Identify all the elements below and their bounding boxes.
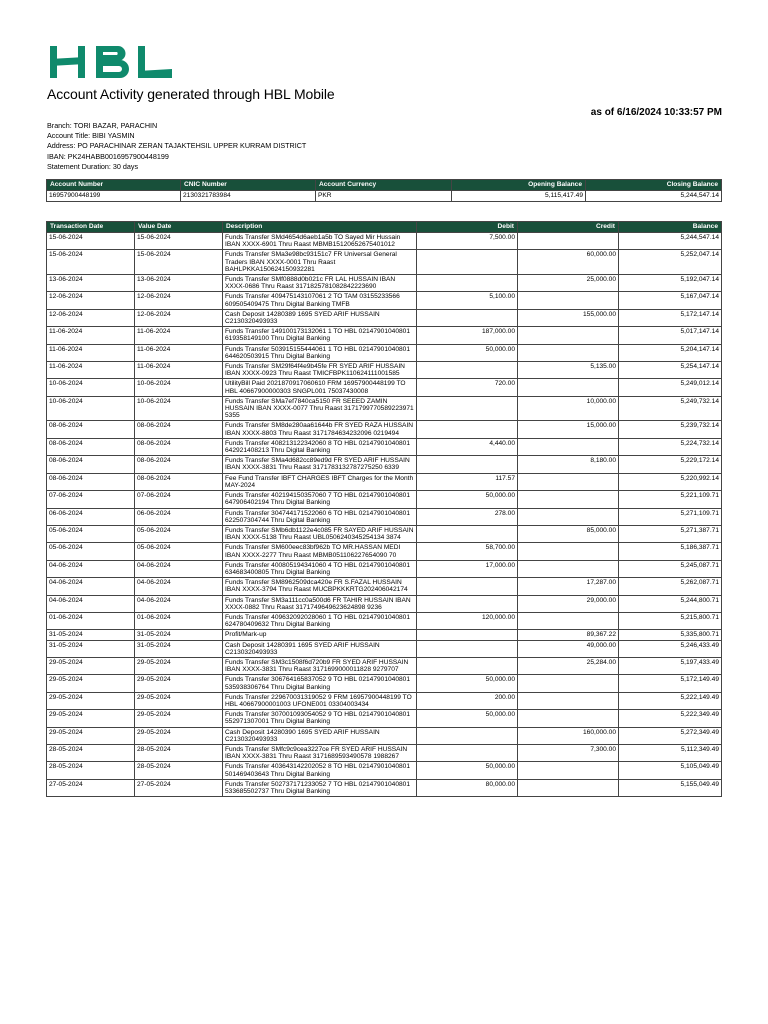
balance-amount-cell: 5,245,087.71 <box>619 560 722 577</box>
description-cell: Funds Transfer SMa4d682cc89ed9d FR SYED ARIF HUSSAIN IBAN XXXX-3831 Thru Raast 3171783132787275250 6339 <box>223 456 417 473</box>
transaction-date-cell: 28-05-2024 <box>47 762 135 779</box>
credit-amount-cell: 17,287.00 <box>518 578 619 595</box>
description-cell: Cash Deposit 14280391 1695 SYED ARIF HUSSAIN C2130320493933 <box>223 640 417 657</box>
debit-amount-cell: 117.57 <box>417 473 518 490</box>
table-row <box>47 421 722 438</box>
cnic-number-value: 2130321783984 <box>181 191 316 202</box>
balance-amount-cell: 5,271,387.71 <box>619 525 722 542</box>
credit-amount-cell: 29,000.00 <box>518 595 619 612</box>
debit-amount-cell: 187,000.00 <box>417 327 518 344</box>
description-cell: Funds Transfer 307001093054052 9 TO HBL 02147901040801 552971307001 Thru Digital Banking <box>223 710 417 727</box>
balance-amount-cell: 5,215,800.71 <box>619 612 722 629</box>
transactions-table <box>46 221 722 797</box>
debit-amount-cell: 120,000.00 <box>417 612 518 629</box>
credit-amount-cell <box>518 779 619 796</box>
table-row <box>47 692 722 709</box>
description-cell: Funds Transfer 400805194341060 4 TO HBL 02147901040801 634683400805 Thru Digital Banking <box>223 560 417 577</box>
transaction-date-cell: 05-06-2024 <box>47 525 135 542</box>
description-cell: Funds Transfer SM600eec83bf962b TO MR.HASSAN MEDI IBAN XXXX-2277 Thru Raast MBMB051106227654090 70 <box>223 543 417 560</box>
description-cell: Funds Transfer SM8de280aa61644b FR SYED RAZA HUSSAIN IBAN XXXX-8803 Thru Raast 3171784634232096 0219494 <box>223 421 417 438</box>
transaction-date-cell: 12-06-2024 <box>47 309 135 326</box>
transaction-date-cell: 04-06-2024 <box>47 595 135 612</box>
transaction-date-cell: 31-05-2024 <box>47 630 135 640</box>
table-row <box>47 508 722 525</box>
credit-amount-cell: 7,300.00 <box>518 744 619 761</box>
debit-amount-cell: 4,440.00 <box>417 438 518 455</box>
transaction-date-cell: 08-06-2024 <box>47 473 135 490</box>
description-cell: Profit/Mark-up <box>223 630 417 640</box>
description-cell: Funds Transfer 409632092028060 1 TO HBL 02147901040801 624780409632 Thru Digital Banking <box>223 612 417 629</box>
table-row <box>47 595 722 612</box>
credit-amount-cell <box>518 543 619 560</box>
hbl-logo-mark <box>48 44 174 80</box>
description-cell: Funds Transfer SMa3e98bc93151c7 FR Universal General Traders IBAN XXXX-0001 Thru Raast BAHLPKKA150624150932281 <box>223 250 417 275</box>
address-line: Address: PO PARACHINAR ZERAN TAJAKTEHSIL UPPER KURRAM DISTRICT <box>47 141 307 151</box>
debit-amount-cell <box>417 578 518 595</box>
credit-amount-cell: 10,000.00 <box>518 396 619 421</box>
transactions-body <box>47 233 722 797</box>
debit-amount-cell <box>417 640 518 657</box>
transaction-date-cell: 31-05-2024 <box>47 640 135 657</box>
credit-amount-cell <box>518 508 619 525</box>
debit-amount-cell: 720.00 <box>417 379 518 396</box>
credit-amount-cell <box>518 491 619 508</box>
debit-amount-cell: 200.00 <box>417 692 518 709</box>
table-row <box>47 473 722 490</box>
value-date-cell: 05-06-2024 <box>135 543 223 560</box>
value-date-cell: 15-06-2024 <box>135 250 223 275</box>
transaction-date-cell: 15-06-2024 <box>47 233 135 250</box>
closing-balance-value: 5,244,547.14 <box>586 191 722 202</box>
credit-amount-cell: 25,000.00 <box>518 275 619 292</box>
balance-amount-cell: 5,249,732.14 <box>619 396 722 421</box>
table-row <box>47 275 722 292</box>
transaction-date-cell: 15-06-2024 <box>47 250 135 275</box>
debit-amount-cell: 5,100.00 <box>417 292 518 309</box>
table-row <box>47 438 722 455</box>
table-row <box>47 630 722 640</box>
debit-amount-cell <box>417 657 518 674</box>
credit-amount-cell: 155,000.00 <box>518 309 619 326</box>
credit-amount-cell <box>518 473 619 490</box>
transaction-date-cell: 11-06-2024 <box>47 344 135 361</box>
account-summary-row <box>47 191 722 202</box>
description-cell: Funds Transfer 503915155444061 1 TO HBL 02147901040801 644620503915 Thru Digital Banking <box>223 344 417 361</box>
value-date-cell: 15-06-2024 <box>135 233 223 250</box>
balance-amount-cell: 5,155,049.49 <box>619 779 722 796</box>
transaction-date-cell: 04-06-2024 <box>47 560 135 577</box>
transaction-date-cell: 28-05-2024 <box>47 744 135 761</box>
credit-amount-cell <box>518 675 619 692</box>
balance-amount-cell: 5,229,172.14 <box>619 456 722 473</box>
credit-amount-cell <box>518 692 619 709</box>
transaction-date-cell: 29-05-2024 <box>47 657 135 674</box>
table-row <box>47 744 722 761</box>
value-date-cell: 10-06-2024 <box>135 379 223 396</box>
account-details <box>47 121 306 172</box>
value-date-cell: 29-05-2024 <box>135 710 223 727</box>
description-cell: Cash Deposit 14280390 1695 SYED ARIF HUSSAIN C2130320493933 <box>223 727 417 744</box>
debit-amount-cell: 58,700.00 <box>417 543 518 560</box>
account-currency-value: PKR <box>316 191 452 202</box>
description-cell: Funds Transfer 306764165837052 9 TO HBL 02147901040801 535938306764 Thru Digital Banking <box>223 675 417 692</box>
balance-amount-cell: 5,220,992.14 <box>619 473 722 490</box>
balance-amount-cell: 5,271,109.71 <box>619 508 722 525</box>
transaction-date-cell: 12-06-2024 <box>47 292 135 309</box>
table-row <box>47 292 722 309</box>
debit-amount-cell: 50,000.00 <box>417 491 518 508</box>
value-date-cell: 29-05-2024 <box>135 727 223 744</box>
value-date-cell: 13-06-2024 <box>135 275 223 292</box>
credit-amount-cell: 5,135.00 <box>518 362 619 379</box>
header-account-number: Account Number <box>47 180 181 191</box>
description-cell: Funds Transfer 304744171522060 6 TO HBL 02147901040801 622507304744 Thru Digital Banking <box>223 508 417 525</box>
header-description: Description <box>223 222 417 233</box>
account-summary-header <box>47 180 722 191</box>
value-date-cell: 12-06-2024 <box>135 292 223 309</box>
debit-amount-cell: 278.00 <box>417 508 518 525</box>
header-closing-balance: Closing Balance <box>586 180 722 191</box>
value-date-cell: 28-05-2024 <box>135 744 223 761</box>
table-row <box>47 396 722 421</box>
balance-amount-cell: 5,272,349.49 <box>619 727 722 744</box>
balance-amount-cell: 5,239,732.14 <box>619 421 722 438</box>
balance-amount-cell: 5,112,349.49 <box>619 744 722 761</box>
value-date-cell: 29-05-2024 <box>135 657 223 674</box>
table-row <box>47 543 722 560</box>
credit-amount-cell: 49,000.00 <box>518 640 619 657</box>
description-cell: Funds Transfer SM3a111cc0a500d6 FR TAHIR HUSSAIN IBAN XXXX-0882 Thru Raast 3171749649623624898 9236 <box>223 595 417 612</box>
credit-amount-cell: 8,180.00 <box>518 456 619 473</box>
transaction-date-cell: 29-05-2024 <box>47 727 135 744</box>
credit-amount-cell <box>518 438 619 455</box>
description-cell: Funds Transfer SMa7ef7840ca5150 FR SEEED ZAMIN HUSSAIN IBAN XXXX-0077 Thru Raast 3171799770589223971 5355 <box>223 396 417 421</box>
transaction-date-cell: 11-06-2024 <box>47 327 135 344</box>
value-date-cell: 07-06-2024 <box>135 491 223 508</box>
balance-amount-cell: 5,262,087.71 <box>619 578 722 595</box>
value-date-cell: 04-06-2024 <box>135 595 223 612</box>
table-row <box>47 327 722 344</box>
table-row <box>47 710 722 727</box>
credit-amount-cell: 85,000.00 <box>518 525 619 542</box>
debit-amount-cell <box>417 396 518 421</box>
description-cell: Funds Transfer SMd4654d6aeb1a5b TO Sayed Mir Hussain IBAN XXXX-6901 Thru Raast MBMB15120652675401012 <box>223 233 417 250</box>
header-transaction-date: Transaction Date <box>47 222 135 233</box>
balance-amount-cell: 5,249,012.14 <box>619 379 722 396</box>
page-title: Account Activity generated through HBL Mobile <box>47 86 335 102</box>
header-debit: Debit <box>417 222 518 233</box>
table-row <box>47 657 722 674</box>
table-row <box>47 250 722 275</box>
value-date-cell: 05-06-2024 <box>135 525 223 542</box>
description-cell: Funds Transfer 408213122342060 8 TO HBL 02147901040801 642921408213 Thru Digital Banking <box>223 438 417 455</box>
transaction-date-cell: 06-06-2024 <box>47 508 135 525</box>
debit-amount-cell <box>417 275 518 292</box>
balance-amount-cell: 5,204,147.14 <box>619 344 722 361</box>
description-cell: Funds Transfer 502737171233052 7 TO HBL 02147901040801 533685502737 Thru Digital Banking <box>223 779 417 796</box>
balance-amount-cell: 5,244,547.14 <box>619 233 722 250</box>
header-account-currency: Account Currency <box>316 180 452 191</box>
debit-amount-cell <box>417 421 518 438</box>
table-row <box>47 456 722 473</box>
value-date-cell: 10-06-2024 <box>135 396 223 421</box>
value-date-cell: 31-05-2024 <box>135 630 223 640</box>
opening-balance-value: 5,115,417.49 <box>452 191 586 202</box>
description-cell: Funds Transfer 229670031319052 9 FRM 16957900448199 TO HBL 40667900001003 UFONE001 03304003434 <box>223 692 417 709</box>
statement-duration-line: Statement Duration: 30 days <box>47 161 139 171</box>
table-row <box>47 362 722 379</box>
balance-amount-cell: 5,246,433.49 <box>619 640 722 657</box>
credit-amount-cell: 25,284.00 <box>518 657 619 674</box>
account-summary-table <box>46 179 722 202</box>
credit-amount-cell <box>518 292 619 309</box>
balance-amount-cell: 5,017,147.14 <box>619 327 722 344</box>
description-cell: Funds Transfer SMf0888d0b021c FR LAL HUSSAIN IBAN XXXX-0686 Thru Raast 3171825781082842223690 <box>223 275 417 292</box>
debit-amount-cell <box>417 362 518 379</box>
balance-amount-cell: 5,197,433.49 <box>619 657 722 674</box>
transaction-date-cell: 13-06-2024 <box>47 275 135 292</box>
transaction-date-cell: 29-05-2024 <box>47 710 135 727</box>
credit-amount-cell <box>518 560 619 577</box>
transactions-header <box>47 222 722 233</box>
debit-amount-cell <box>417 250 518 275</box>
credit-amount-cell: 15,000.00 <box>518 421 619 438</box>
table-row <box>47 578 722 595</box>
credit-amount-cell: 160,000.00 <box>518 727 619 744</box>
value-date-cell: 28-05-2024 <box>135 762 223 779</box>
table-row <box>47 727 722 744</box>
balance-amount-cell: 5,221,109.71 <box>619 491 722 508</box>
balance-amount-cell: 5,222,149.49 <box>619 692 722 709</box>
header-cnic-number: CNIC Number <box>181 180 316 191</box>
credit-amount-cell: 89,367.22 <box>518 630 619 640</box>
debit-amount-cell: 50,000.00 <box>417 675 518 692</box>
as-of-timestamp: as of 6/16/2024 10:33:57 PM <box>590 107 722 118</box>
value-date-cell: 04-06-2024 <box>135 578 223 595</box>
value-date-cell: 31-05-2024 <box>135 640 223 657</box>
description-cell: Funds Transfer 402194150357060 7 TO HBL 02147901040801 647906402194 Thru Digital Banking <box>223 491 417 508</box>
debit-amount-cell <box>417 309 518 326</box>
table-row <box>47 612 722 629</box>
credit-amount-cell: 60,000.00 <box>518 250 619 275</box>
value-date-cell: 29-05-2024 <box>135 692 223 709</box>
table-row <box>47 309 722 326</box>
description-cell: Funds Transfer SMfc9c9cea3227ce FR SYED ARIF HUSSAIN IBAN XXXX-3831 Thru Raast 3171689593490578 1988267 <box>223 744 417 761</box>
transaction-date-cell: 10-06-2024 <box>47 396 135 421</box>
credit-amount-cell <box>518 612 619 629</box>
value-date-cell: 08-06-2024 <box>135 456 223 473</box>
balance-amount-cell: 5,222,349.49 <box>619 710 722 727</box>
transaction-date-cell: 08-06-2024 <box>47 438 135 455</box>
value-date-cell: 01-06-2024 <box>135 612 223 629</box>
description-cell: Funds Transfer SM29f64f4e9b45fe FR SYED ARIF HUSSAIN IBAN XXXX-0923 Thru Raast TMICFBPK110624111001585 <box>223 362 417 379</box>
iban-line: IBAN: PK24HABB0016957900448199 <box>47 151 169 161</box>
balance-amount-cell: 5,335,800.71 <box>619 630 722 640</box>
credit-amount-cell <box>518 233 619 250</box>
debit-amount-cell: 50,000.00 <box>417 344 518 361</box>
balance-amount-cell: 5,254,147.14 <box>619 362 722 379</box>
account-title-line: Account Title: BIBI YASMIN <box>47 131 135 141</box>
debit-amount-cell <box>417 595 518 612</box>
table-row <box>47 675 722 692</box>
transaction-date-cell: 07-06-2024 <box>47 491 135 508</box>
value-date-cell: 11-06-2024 <box>135 362 223 379</box>
table-row <box>47 525 722 542</box>
debit-amount-cell <box>417 744 518 761</box>
table-row <box>47 379 722 396</box>
table-row <box>47 233 722 250</box>
transaction-date-cell: 05-06-2024 <box>47 543 135 560</box>
balance-amount-cell: 5,172,149.49 <box>619 675 722 692</box>
table-row <box>47 491 722 508</box>
balance-amount-cell: 5,167,047.14 <box>619 292 722 309</box>
credit-amount-cell <box>518 762 619 779</box>
table-row <box>47 640 722 657</box>
transaction-date-cell: 01-06-2024 <box>47 612 135 629</box>
header-value-date: Value Date <box>135 222 223 233</box>
transaction-date-cell: 08-06-2024 <box>47 456 135 473</box>
table-row <box>47 779 722 796</box>
transaction-date-cell: 27-05-2024 <box>47 779 135 796</box>
credit-amount-cell <box>518 710 619 727</box>
description-cell: Fee Fund Transfer IBFT CHARGES IBFT Charges for the Month MAY-2024 <box>223 473 417 490</box>
transaction-date-cell: 04-06-2024 <box>47 578 135 595</box>
debit-amount-cell: 17,000.00 <box>417 560 518 577</box>
debit-amount-cell: 7,500.00 <box>417 233 518 250</box>
description-cell: Funds Transfer 403643142202052 8 TO HBL 02147901040801 501469403643 Thru Digital Banking <box>223 762 417 779</box>
transaction-date-cell: 29-05-2024 <box>47 692 135 709</box>
debit-amount-cell <box>417 525 518 542</box>
branch-line: Branch: TORI BAZAR, PARACHIN <box>47 121 158 130</box>
debit-amount-cell <box>417 727 518 744</box>
balance-amount-cell: 5,192,047.14 <box>619 275 722 292</box>
description-cell: Funds Transfer SM8962509dca420e FR S.FAZAL HUSSAIN IBAN XXXX-3794 Thru Raast MUCBPKKKRTG202406042174 <box>223 578 417 595</box>
description-cell: UtilityBill Paid 2021870917060610 FRM 16957900448199 TO HBL 40667900000303 SNGPL001 75037430008 <box>223 379 417 396</box>
table-row <box>47 560 722 577</box>
value-date-cell: 11-06-2024 <box>135 327 223 344</box>
value-date-cell: 11-06-2024 <box>135 344 223 361</box>
balance-amount-cell: 5,252,047.14 <box>619 250 722 275</box>
credit-amount-cell <box>518 344 619 361</box>
value-date-cell: 12-06-2024 <box>135 309 223 326</box>
transaction-date-cell: 11-06-2024 <box>47 362 135 379</box>
balance-amount-cell: 5,244,800.71 <box>619 595 722 612</box>
credit-amount-cell <box>518 379 619 396</box>
value-date-cell: 27-05-2024 <box>135 779 223 796</box>
transaction-date-cell: 08-06-2024 <box>47 421 135 438</box>
balance-amount-cell: 5,186,387.71 <box>619 543 722 560</box>
transaction-date-cell: 10-06-2024 <box>47 379 135 396</box>
description-cell: Funds Transfer 409475143107061 2 TO TAM 03155233566 609505409475 Thru Digital Banking TMFB <box>223 292 417 309</box>
description-cell: Funds Transfer SMb6db1122e4c085 FR SAYED ARIF HUSSAIN IBAN XXXX-5138 Thru Raast UBL0506240345254134 3874 <box>223 525 417 542</box>
value-date-cell: 29-05-2024 <box>135 675 223 692</box>
credit-amount-cell <box>518 327 619 344</box>
value-date-cell: 08-06-2024 <box>135 421 223 438</box>
debit-amount-cell: 50,000.00 <box>417 710 518 727</box>
account-number-value: 16957900448199 <box>47 191 181 202</box>
value-date-cell: 08-06-2024 <box>135 438 223 455</box>
table-row <box>47 762 722 779</box>
value-date-cell: 08-06-2024 <box>135 473 223 490</box>
header-credit: Credit <box>518 222 619 233</box>
value-date-cell: 06-06-2024 <box>135 508 223 525</box>
header-opening-balance: Opening Balance <box>452 180 586 191</box>
description-cell: Funds Transfer 149100173132061 1 TO HBL 02147901040801 619358149100 Thru Digital Banking <box>223 327 417 344</box>
value-date-cell: 04-06-2024 <box>135 560 223 577</box>
table-row <box>47 344 722 361</box>
debit-amount-cell: 50,000.00 <box>417 762 518 779</box>
description-cell: Cash Deposit 14280389 1695 SYED ARIF HUSSAIN C2130320493933 <box>223 309 417 326</box>
hbl-logo <box>48 44 174 85</box>
balance-amount-cell: 5,224,732.14 <box>619 438 722 455</box>
transaction-date-cell: 29-05-2024 <box>47 675 135 692</box>
debit-amount-cell <box>417 456 518 473</box>
balance-amount-cell: 5,105,049.49 <box>619 762 722 779</box>
balance-amount-cell: 5,172,147.14 <box>619 309 722 326</box>
debit-amount-cell <box>417 630 518 640</box>
header-balance: Balance <box>619 222 722 233</box>
description-cell: Funds Transfer SM3c1508f6d720b9 FR SYED ARIF HUSSAIN IBAN XXXX-3831 Thru Raast 3171699000011828 9279707 <box>223 657 417 674</box>
debit-amount-cell: 80,000.00 <box>417 779 518 796</box>
